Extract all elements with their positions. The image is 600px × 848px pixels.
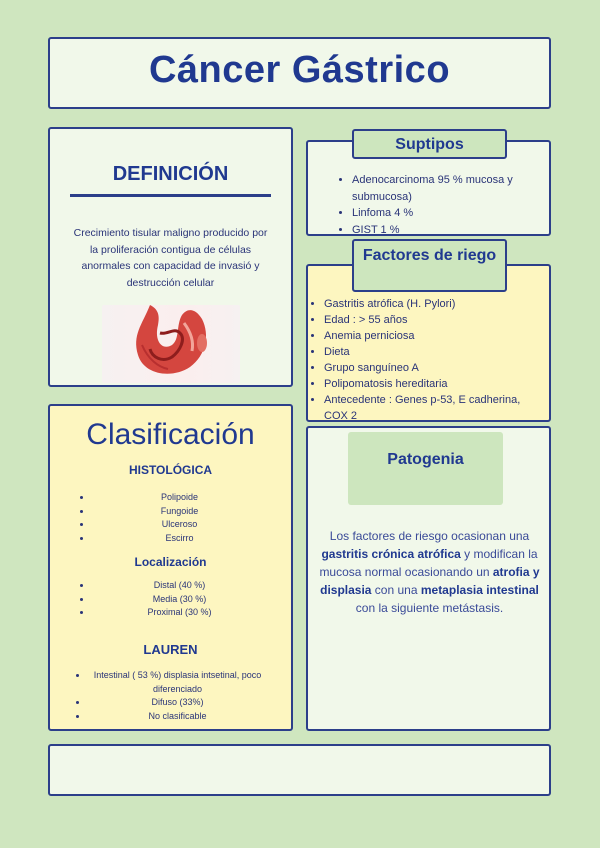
- page-title: Cáncer Gástrico: [148, 49, 451, 91]
- list-item: • GIST 1 %: [352, 222, 539, 239]
- lauren-heading: LAUREN: [143, 642, 198, 657]
- factores-list: [310, 296, 545, 424]
- list-item: • Polipoide: [92, 491, 277, 505]
- patogenia-text-part: con la siguiente metástasis.: [355, 601, 504, 615]
- title-box: [48, 37, 551, 109]
- patogenia-emphasis: metaplasia intestinal: [420, 583, 539, 597]
- footer-box: [48, 744, 551, 796]
- list-item: • Intestinal ( 53 %) displasia intsetinal, poco diferenciado: [88, 669, 277, 696]
- list-item: • Media (30 %): [92, 593, 277, 607]
- list-item: • Adenocarcinoma 95 % mucosa y submucosa): [352, 172, 539, 205]
- list-item: • Polipomatosis hereditaria: [324, 376, 545, 392]
- list-item: • Grupo sanguíneo A: [324, 360, 545, 376]
- definicion-divider: [70, 194, 271, 197]
- list-item: • Ulceroso: [92, 518, 277, 532]
- definicion-text: Crecimiento tisular maligno producido por la proliferación contigua de células anormales con capacidad de invasió y destrucción celular: [73, 227, 268, 289]
- list-item: • No clasificable: [88, 710, 277, 724]
- subtipos-heading: Suptipos: [395, 136, 464, 153]
- definicion-heading: DEFINICIÓN: [112, 163, 229, 185]
- patogenia-text-part: Los factores de riesgo ocasionan una: [329, 529, 530, 543]
- patogenia-emphasis: atrofia y displasia: [320, 565, 540, 597]
- clasificacion-heading: Clasificación: [86, 418, 255, 451]
- localizacion-heading: Localización: [134, 555, 207, 569]
- histologica-list: [78, 491, 277, 545]
- list-item: • Linfoma 4 %: [352, 205, 539, 222]
- subtipos-tab: [352, 129, 507, 159]
- lauren-list: [74, 669, 277, 723]
- list-item: • Fungoide: [92, 505, 277, 519]
- patogenia-heading: Patogenia: [387, 451, 464, 468]
- definicion-card: [48, 127, 293, 387]
- list-item: • Anemia perniciosa: [324, 328, 545, 344]
- list-item: • Escirro: [92, 532, 277, 546]
- list-item: • Dieta: [324, 344, 545, 360]
- list-item: • Proximal (30 %): [92, 606, 277, 620]
- list-item: • Antecedente : Genes p-53, E cadherina, COX 2: [324, 392, 545, 424]
- factores-tab: [352, 239, 507, 292]
- patogenia-tab: [348, 432, 503, 505]
- list-item: • Edad : > 55 años: [324, 312, 545, 328]
- list-item: • Difuso (33%): [88, 696, 277, 710]
- histologica-heading: HISTOLÓGICA: [128, 463, 213, 477]
- list-item: • Gastritis atrófica (H. Pylori): [324, 296, 545, 312]
- factores-heading: Factores de riego: [362, 247, 497, 264]
- list-item: • Distal (40 %): [92, 579, 277, 593]
- localizacion-list: [78, 579, 277, 620]
- stomach-illustration: [102, 305, 240, 383]
- patogenia-emphasis: gastritis crónica atrófica: [321, 547, 461, 561]
- patogenia-text: [312, 527, 547, 617]
- subtipos-list: [332, 172, 539, 238]
- patogenia-text-part: y modifican la mucosa normal ocasionando un: [319, 547, 538, 579]
- patogenia-text-part: con una: [371, 583, 421, 597]
- clasificacion-card: [48, 404, 293, 731]
